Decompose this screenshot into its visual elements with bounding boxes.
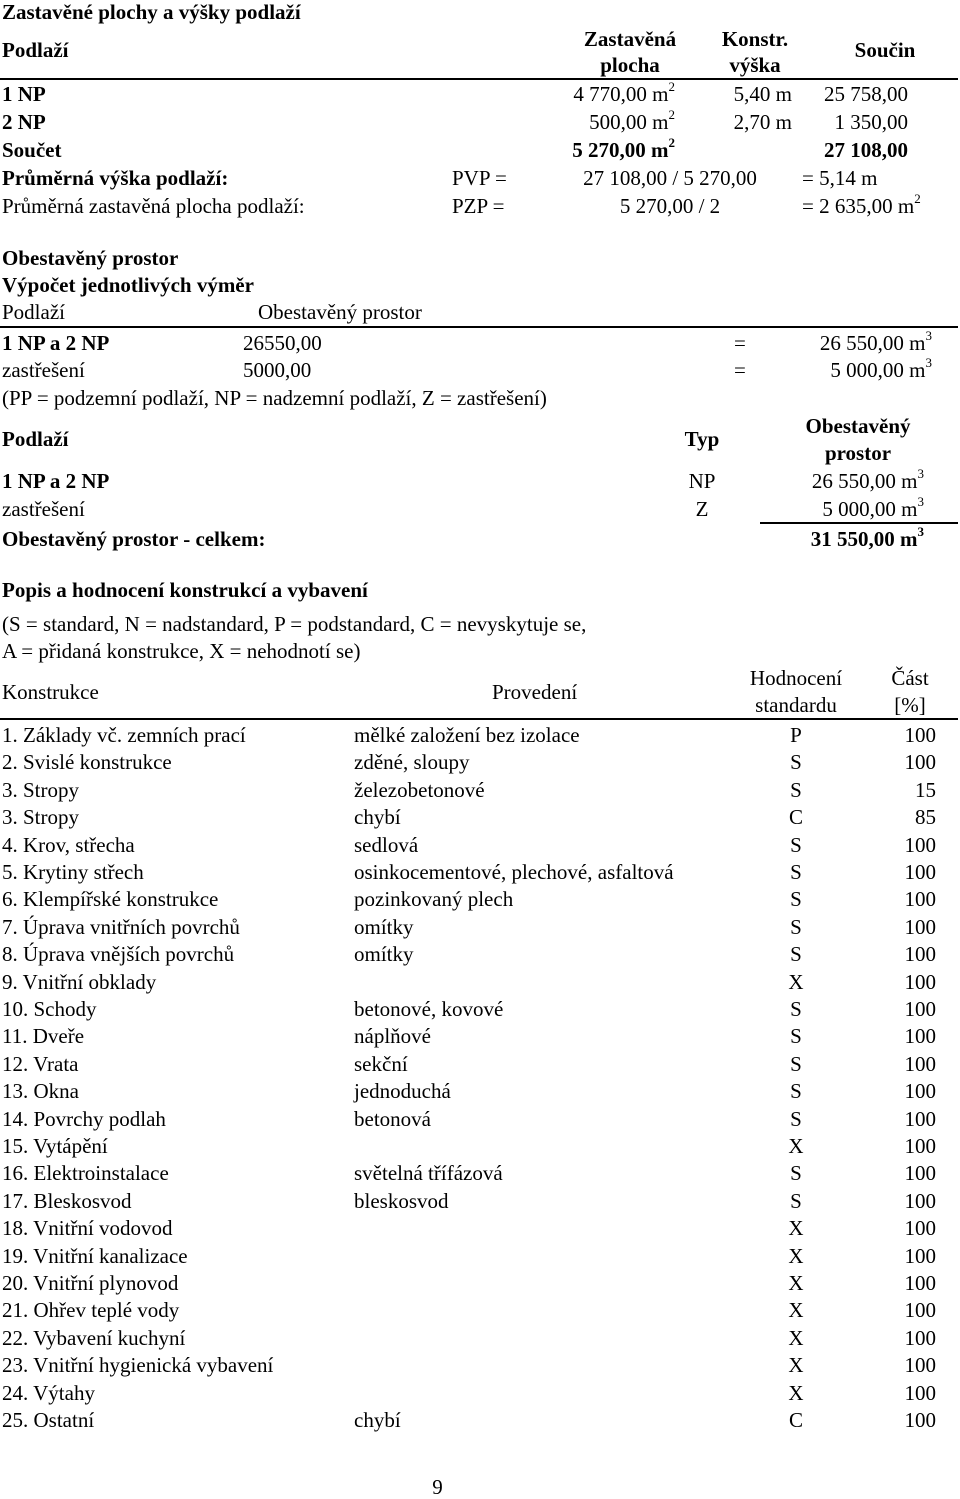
row-hodnoceni: S: [790, 942, 802, 966]
row-cast: 100: [904, 915, 936, 939]
row-cast: 100: [904, 1408, 936, 1432]
row-hodnoceni: S: [790, 1161, 802, 1185]
s3-row1-typ: NP: [688, 469, 716, 493]
row-cast: 100: [904, 997, 936, 1021]
s1-row2-plocha: 500,00 $m^2$: [589, 107, 675, 134]
row-cast: 100: [904, 1161, 936, 1185]
s1-header-soucin: Součin: [854, 38, 916, 62]
s1-sum-plocha: 5 270,00 $m^2$: [572, 135, 675, 162]
s1-row2-soucin: 1 350,00: [834, 110, 908, 134]
s1-header-vyska-1: Konstr.: [721, 27, 789, 51]
row-provedeni: bleskosvod: [354, 1189, 449, 1213]
row-hodnoceni: S: [790, 915, 802, 939]
row-hodnoceni: X: [788, 1298, 804, 1322]
s1-row1-podlazi: 1 NP: [2, 82, 46, 106]
s3-row2-typ: Z: [695, 497, 709, 521]
s2-row2-vysledek: 5 000,00 $m^3$: [830, 355, 932, 382]
row-provedeni: betonová: [354, 1107, 431, 1131]
pzp-result: = 2 635,00 $m^2$: [802, 191, 921, 218]
row-provedeni: osinkocementové, plechové, asfaltová: [354, 860, 674, 884]
row-hodnoceni: C: [788, 1408, 803, 1432]
row-cast: 100: [904, 1052, 936, 1076]
row-konstrukce: 23. Vnitřní hygienická vybavení: [2, 1353, 274, 1377]
row-hodnoceni: S: [790, 1052, 802, 1076]
s2-row2-eq: =: [734, 358, 746, 382]
row-hodnoceni: S: [790, 860, 802, 884]
row-provedeni: světelná třífázová: [354, 1161, 503, 1185]
row-provedeni: jednoduchá: [354, 1079, 451, 1103]
row-konstrukce: 25. Ostatní: [2, 1408, 95, 1432]
row-hodnoceni: X: [788, 1326, 804, 1350]
row-konstrukce: 22. Vybavení kuchyní: [2, 1326, 186, 1350]
s1-header-plocha-2: plocha: [600, 53, 660, 77]
s1-sum-soucin: 27 108,00: [824, 138, 908, 162]
row-hodnoceni: S: [790, 1189, 802, 1213]
row-provedeni: omítky: [354, 915, 414, 939]
section4-title: Popis a hodnocení konstrukcí a vybavení: [2, 578, 368, 602]
row-konstrukce: 17. Bleskosvod: [2, 1189, 132, 1213]
s4-header-cast-2: [%]: [894, 693, 926, 717]
row-hodnoceni: C: [788, 805, 803, 829]
s2-row1-vypocet: 26550,00: [243, 331, 322, 355]
s1-header-podlazi: Podlaží: [2, 38, 69, 62]
row-konstrukce: 8. Úprava vnějších povrchů: [2, 942, 235, 966]
s2-row1-eq: =: [734, 331, 746, 355]
row-hodnoceni: S: [790, 997, 802, 1021]
s2-header-prostor: Obestavěný prostor: [258, 300, 422, 324]
s2-header-podlazi: Podlaží: [2, 300, 65, 324]
row-konstrukce: 20. Vnitřní plynovod: [2, 1271, 179, 1295]
row-konstrukce: 15. Vytápění: [2, 1134, 108, 1158]
row-hodnoceni: S: [790, 1107, 802, 1131]
row-cast: 100: [904, 970, 936, 994]
row-cast: 100: [904, 887, 936, 911]
row-cast: 15: [915, 778, 936, 802]
row-provedeni: chybí: [354, 805, 401, 829]
row-cast: 100: [904, 1271, 936, 1295]
s4-header-cast-1: Část: [891, 666, 929, 690]
section1-title: Zastavěné plochy a výšky podlaží: [2, 0, 301, 24]
row-konstrukce: 10. Schody: [2, 997, 97, 1021]
row-provedeni: betonové, kovové: [354, 997, 504, 1021]
pzp-label: Průměrná zastavěná plocha podlaží:: [2, 194, 305, 218]
row-konstrukce: 18. Vnitřní vodovod: [2, 1216, 173, 1240]
row-konstrukce: 14. Povrchy podlah: [2, 1107, 166, 1131]
s2-row1-podlazi: 1 NP a 2 NP: [2, 331, 110, 355]
s4-legend-1: (S = standard, N = nadstandard, P = podstandard, C = nevyskytuje se,: [2, 612, 587, 636]
row-cast: 100: [904, 1079, 936, 1103]
pvp-label: Průměrná výška podlaží:: [2, 166, 229, 190]
s4-header-hodnoceni-1: Hodnocení: [749, 666, 843, 690]
s2-row2-vypocet: 5000,00: [243, 358, 312, 382]
row-hodnoceni: X: [788, 1381, 804, 1405]
row-cast: 100: [904, 1216, 936, 1240]
row-cast: 100: [904, 833, 936, 857]
page-number: 9: [432, 1475, 443, 1499]
row-konstrukce: 11. Dveře: [2, 1024, 85, 1048]
s3-total-value: 31 550,00 $m^3$: [810, 524, 924, 551]
s3-header-prostor-1: Obestavěný: [805, 414, 911, 438]
row-cast: 100: [904, 860, 936, 884]
row-hodnoceni: X: [788, 1271, 804, 1295]
s1-header-plocha-1: Zastavěná: [583, 27, 677, 51]
s1-row2-podlazi: 2 NP: [2, 110, 46, 134]
row-hodnoceni: S: [790, 1079, 802, 1103]
row-konstrukce: 4. Krov, střecha: [2, 833, 135, 857]
row-konstrukce: 9. Vnitřní obklady: [2, 970, 157, 994]
s1-row1-vyska: 5,40 m: [733, 82, 792, 106]
row-cast: 100: [904, 1107, 936, 1131]
row-cast: 100: [904, 1298, 936, 1322]
s3-row2-prostor: 5 000,00 $m^3$: [822, 494, 924, 521]
s1-header-rule: [0, 78, 958, 80]
s3-total-rule: [760, 522, 958, 524]
row-provedeni: sedlová: [354, 833, 419, 857]
row-cast: 100: [904, 750, 936, 774]
row-konstrukce: 13. Okna: [2, 1079, 79, 1103]
s1-header-vyska-2: výška: [729, 53, 781, 77]
row-hodnoceni: P: [790, 723, 802, 747]
row-hodnoceni: S: [790, 1024, 802, 1048]
s2-header-rule: [0, 326, 958, 328]
s3-header-typ: Typ: [684, 427, 720, 451]
s3-header-podlazi: Podlaží: [2, 427, 69, 451]
row-konstrukce: 21. Ohřev teplé vody: [2, 1298, 180, 1322]
s1-sum-label: Součet: [2, 138, 62, 162]
row-hodnoceni: X: [788, 1134, 804, 1158]
pvp-result: = 5,14 m: [802, 166, 878, 190]
row-konstrukce: 3. Stropy: [2, 778, 80, 802]
s2-legend: (PP = podzemní podlaží, NP = nadzemní podlaží, Z = zastřešení): [2, 386, 547, 410]
row-konstrukce: 5. Krytiny střech: [2, 860, 144, 884]
row-cast: 100: [904, 1134, 936, 1158]
pzp-symbol: PZP =: [452, 194, 505, 218]
s2-row2-podlazi: zastřešení: [2, 358, 85, 382]
s3-row1-podlazi: 1 NP a 2 NP: [2, 469, 110, 493]
row-cast: 100: [904, 1189, 936, 1213]
row-cast: 100: [904, 942, 936, 966]
row-hodnoceni: X: [788, 970, 804, 994]
row-hodnoceni: X: [788, 1244, 804, 1268]
row-cast: 85: [915, 805, 936, 829]
row-hodnoceni: S: [790, 887, 802, 911]
row-cast: 100: [904, 1326, 936, 1350]
row-hodnoceni: S: [790, 833, 802, 857]
s3-total-label: Obestavěný prostor - celkem:: [2, 527, 266, 551]
s1-row2-vyska: 2,70 m: [733, 110, 792, 134]
s3-row2-podlazi: zastřešení: [2, 497, 85, 521]
s2-row1-vysledek: 26 550,00 $m^3$: [819, 328, 932, 355]
s4-legend-2: A = přidaná konstrukce, X = nehodnotí se): [2, 639, 361, 663]
s4-header-provedeni: Provedení: [492, 680, 578, 704]
row-konstrukce: 2. Svislé konstrukce: [2, 750, 172, 774]
pvp-symbol: PVP =: [452, 166, 507, 190]
row-provedeni: chybí: [354, 1408, 401, 1432]
row-cast: 100: [904, 723, 936, 747]
row-hodnoceni: S: [790, 778, 802, 802]
s1-row1-plocha: 4 770,00 $m^2$: [573, 79, 675, 106]
s1-row1-soucin: 25 758,00: [824, 82, 908, 106]
row-provedeni: železobetonové: [354, 778, 485, 802]
row-hodnoceni: S: [790, 750, 802, 774]
s3-row1-prostor: 26 550,00 $m^3$: [811, 466, 924, 493]
section2-title: Obestavěný prostor: [2, 246, 179, 270]
row-provedeni: náplňové: [354, 1024, 431, 1048]
row-konstrukce: 16. Elektroinstalace: [2, 1161, 169, 1185]
pzp-formula: 5 270,00 / 2: [619, 194, 721, 218]
s4-header-konstrukce: Konstrukce: [2, 680, 99, 704]
row-konstrukce: 12. Vrata: [2, 1052, 79, 1076]
row-cast: 100: [904, 1353, 936, 1377]
row-konstrukce: 24. Výtahy: [2, 1381, 95, 1405]
row-cast: 100: [904, 1024, 936, 1048]
section2-subtitle: Výpočet jednotlivých výměr: [2, 273, 254, 297]
row-provedeni: mělké založení bez izolace: [354, 723, 580, 747]
row-hodnoceni: X: [788, 1216, 804, 1240]
row-konstrukce: 3. Stropy: [2, 805, 80, 829]
row-konstrukce: 6. Klempířské konstrukce: [2, 887, 219, 911]
s3-header-prostor-2: prostor: [824, 441, 892, 465]
row-cast: 100: [904, 1381, 936, 1405]
row-cast: 100: [904, 1244, 936, 1268]
row-provedeni: pozinkovaný plech: [354, 887, 514, 911]
row-konstrukce: 7. Úprava vnitřních povrchů: [2, 915, 240, 939]
row-hodnoceni: X: [788, 1353, 804, 1377]
row-konstrukce: 19. Vnitřní kanalizace: [2, 1244, 188, 1268]
s4-header-rule: [0, 718, 958, 720]
s4-header-hodnoceni-2: standardu: [755, 693, 837, 717]
row-konstrukce: 1. Základy vč. zemních prací: [2, 723, 246, 747]
pvp-formula: 27 108,00 / 5 270,00: [583, 166, 757, 190]
row-provedeni: omítky: [354, 942, 414, 966]
row-provedeni: sekční: [354, 1052, 408, 1076]
row-provedeni: zděné, sloupy: [354, 750, 470, 774]
